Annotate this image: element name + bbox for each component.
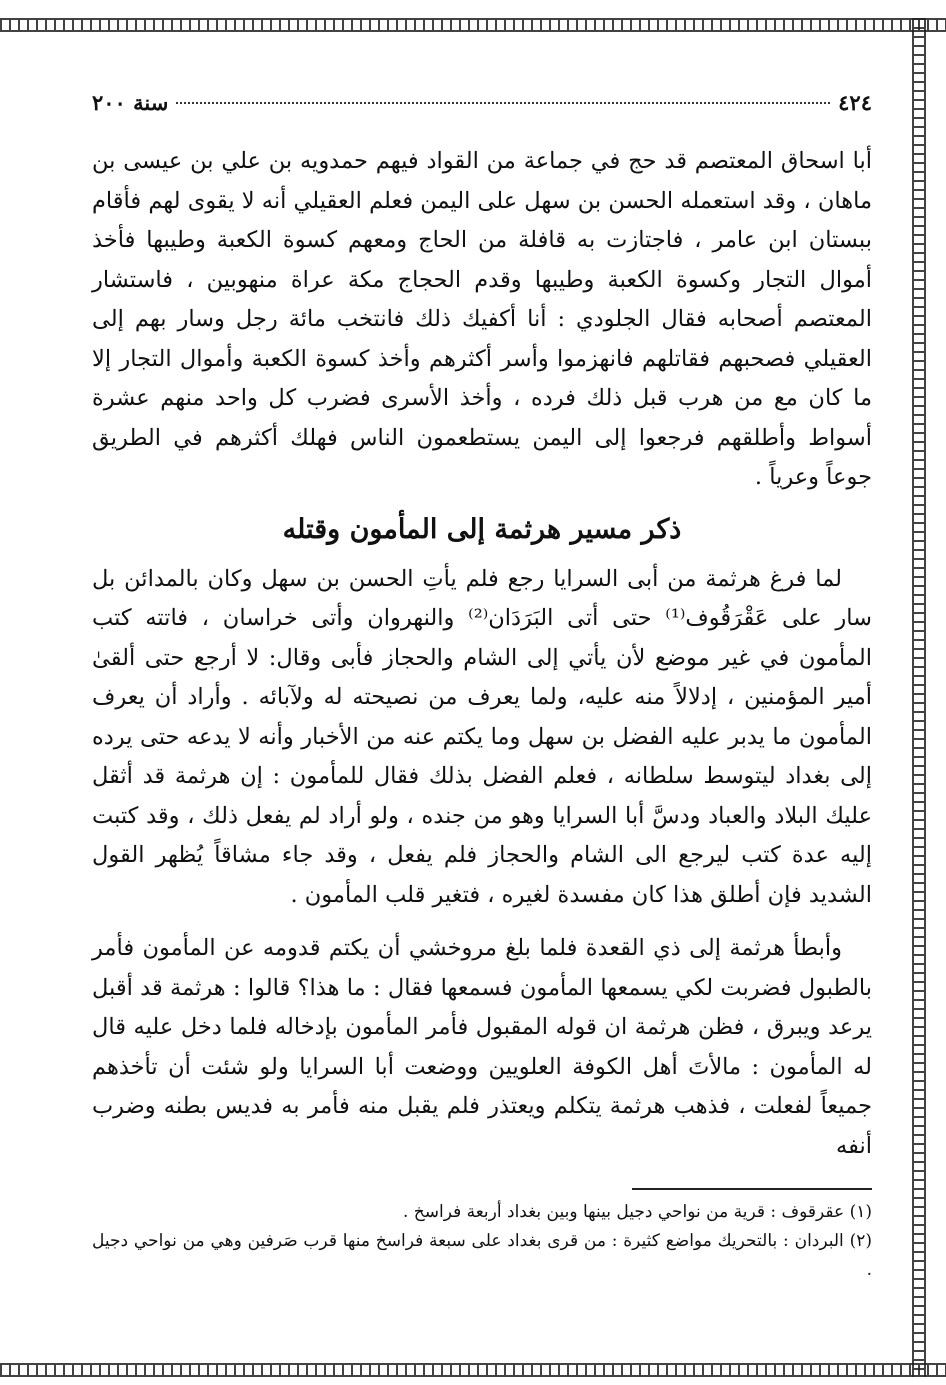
paragraph: أبا اسحاق المعتصم قد حج في جماعة من القواد فيهم حمدويه بن علي بن عيسى بن ماهان ، وقد استعمله الحسن بن سهل على اليمن فعلم العقيلي أنه لا يقوى لهم فأقام ببستان ابن عامر ، فاجتازت به قافلة من الحاج ومعهم كسوة الكعبة وطيبها فأخذ أموال التجار وكسوة الكعبة وطيبها وقدم الحجاج مكة عراة منهوبين ، فاستشار المعتصم أصحابه فقال الجلودي : أنا أكفيك ذلك فانتخب مائة رجل وسار بهم إلى العقيلي فصحبهم فقاتلهم فانهزموا وأسر أكثرهم وأخذ كسوة الكعبة وأموال التجار إلا ما كان مع من هرب قبل ذلك فرده ، وأخذ الأسرى فضرب كل واحد منهم عشرة أسواط وأطلقهم فرجعوا إلى اليمن يستطعمون الناس فهلك أكثرهم في الطريق جوعاً وعرياً . [92,148,872,490]
page-header [92,90,872,126]
paragraph: وأبطأ هرثمة إلى ذي القعدة فلما بلغ مروخشي أن يكتم قدومه عن المأمون فأمر بالطبول فضربت لكي يسمعها المأمون فسمعها فقال : ما هذا؟ قالوا : هرثمة قد أقبل يرعد ويبرق ، فظن هرثمة ان قوله المقبول فأمر المأمون بإدخاله فلما دخل عليه قال له المأمون : مالأتَ أهل الكوفة العلويين ووضعت أبا السرايا ولو شئت أن تأخذهم جميعاً لفعلت ، فذهب هرثمة يتكلم ويعتذر فلم يقبل منه فأمر به فديس بطنه وضرب أنفه [92,935,872,1159]
footnote: (١) عقرقوف : قرية من نواحي دجيل بينها وبين بغداد أربعة فراسخ . [402,1202,872,1222]
header-dotted-leader [176,102,830,104]
section-title: ذكر مسير هرثمة إلى المأمون وقتله [282,513,682,545]
footnote: (٢) البردان : بالتحريك مواضع كثيرة : من قرى بغداد على سبعة فراسخ منها قرب صَرفين وهي من نواحي دجيل . [92,1231,872,1280]
footnote-rule [632,1188,872,1190]
book-page [92,90,872,1285]
decorative-border-bottom [0,1363,946,1377]
paragraph: لما فرغ هرثمة من أبى السرايا رجع فلم يأتِ الحسن بن سهل وكان بالمدائن بل سار على عَقْرَقُوف⁽¹⁾ حتى أتى البَرَدَان⁽²⁾ والنهروان وأتى خراسان ، فاتته كتب المأمون في غير موضع لأن يأتي إلى الشام والحجاز فأبى وقال: لا أرجع حتى ألقىٰ أمير المؤمنين ، إدلالاً منه عليه، ولما يعرف من نصيحته له ولآبائه . وأراد أن يعرف المأمون ما يدبر عليه الفضل بن سهل وما يكتم عنه من الأخبار وأنه لا يدعه حتى يرده إلى بغداد ليتوسط سلطانه ، فعلم الفضل بذلك فقال للمأمون : إن هرثمة قد أثقل عليك البلاد والعباد ودسَّ أبا السرايا وهو من جنده ، ولو أراد لم يفعل ذلك ، وقد كتبت إليه عدة كتب ليرجع الى الشام والحجاز فلم يفعل ، وقد جاء مشاقاً يُظهر القول الشديد فإن أطلق هذا كان مفسدة لغيره ، فتغير قلب المأمون . [92,565,872,908]
running-title: سنة ٢٠٠ [92,90,169,115]
decorative-border-top [0,18,946,32]
page-number: ٤٢٤ [838,90,872,115]
decorative-border-right [912,18,926,1377]
